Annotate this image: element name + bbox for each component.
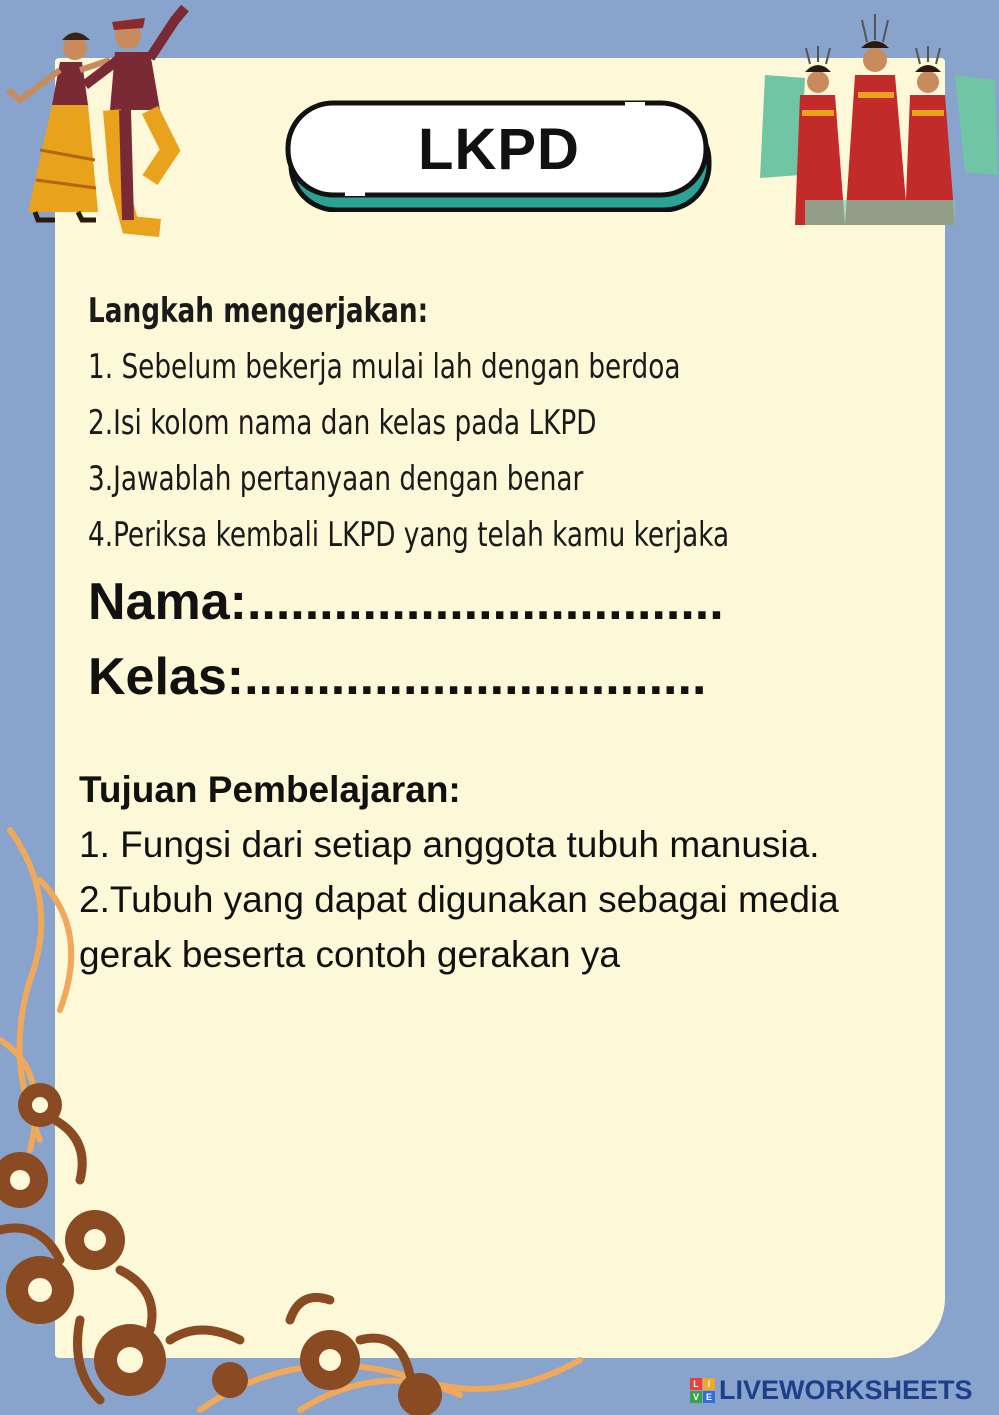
liveworksheets-logo-icon: L I V E — [690, 1378, 715, 1403]
steps-section — [88, 283, 793, 563]
step-item: 2.Isi kolom nama dan kelas pada LKPD — [88, 403, 597, 443]
step-item: 1. Sebelum bekerja mulai lah dengan berdoa — [88, 347, 681, 387]
steps-heading: Langkah mengerjakan: — [88, 291, 429, 331]
objective-item: 1. Fungsi dari setiap anggota tubuh manusia. — [79, 824, 820, 865]
liveworksheets-brand[interactable] — [690, 1374, 973, 1406]
objective-item: 2.Tubuh yang dapat digunakan sebagai media — [79, 879, 839, 920]
title-banner — [285, 100, 713, 212]
brand-name: LIVEWORKSHEETS — [719, 1374, 973, 1405]
objective-item: gerak beserta contoh gerakan ya — [79, 934, 620, 975]
step-item: 4.Periksa kembali LKPD yang telah kamu kerjaka — [88, 515, 730, 555]
objectives-heading: Tujuan Pembelajaran: — [79, 769, 461, 810]
dayak-ornament-decoration — [0, 820, 600, 1415]
step-item: 3.Jawablah pertanyaan dengan benar — [88, 459, 584, 499]
worksheet-title: LKPD — [418, 116, 580, 182]
class-field[interactable]: Kelas:................................ — [88, 648, 707, 706]
traditional-dancers-illustration — [760, 0, 999, 235]
name-field[interactable]: Nama:................................. — [88, 573, 724, 631]
dancing-couple-illustration — [0, 0, 210, 240]
